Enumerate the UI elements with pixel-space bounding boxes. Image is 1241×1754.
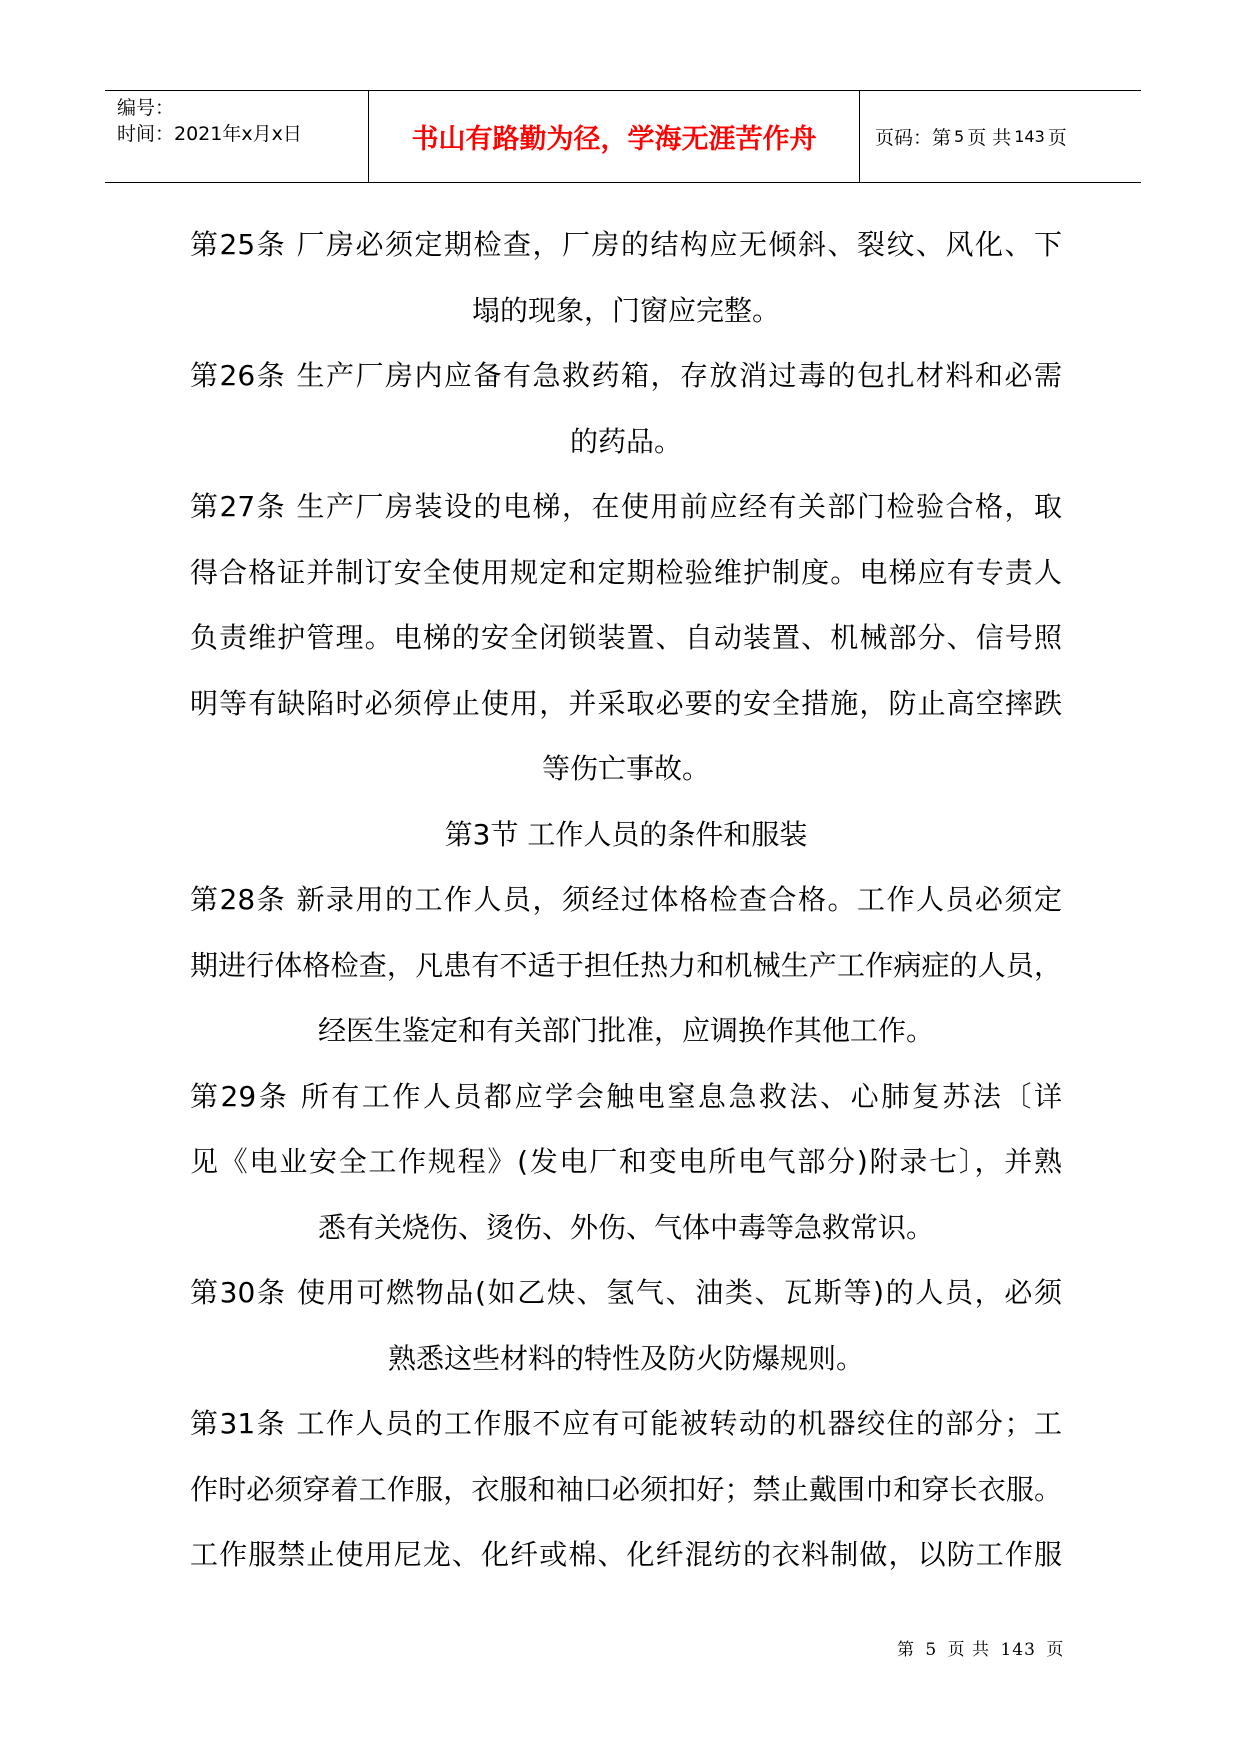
text-line: 悉有关烧伤、烫伤、外伤、气体中毒等急救常识。	[317, 1210, 934, 1244]
text-line: 第3节 工作人员的条件和服装	[444, 817, 808, 851]
page-footer	[895, 1635, 1066, 1660]
text-line: 塌的现象，门窗应完整。	[471, 293, 780, 327]
text-line: 见《电业安全工作规程》(发电厂和变电所电气部分)附录七〕，并熟	[190, 1145, 1062, 1178]
footer-total: 143	[1000, 1640, 1036, 1660]
text-line: 的药品。	[569, 424, 682, 458]
text-line: 负责维护管理。电梯的安全闭锁装置、自动装置、机械部分、信号照	[190, 621, 1062, 654]
text-line: 期进行体格检查，凡患有不适于担任热力和机械生产工作病症的人员，	[190, 948, 1062, 982]
text-line: 第28条 新录用的工作人员，须经过体格检查合格。工作人员必须定	[190, 883, 1062, 916]
document-body	[190, 212, 1062, 1588]
text-line: 第25条 厂房必须定期检查，厂房的结构应无倾斜、裂纹、风化、下	[190, 228, 1062, 261]
text-line: 经医生鉴定和有关部门批准，应调换作其他工作。	[317, 1014, 934, 1047]
page-prefix: 页码：第	[875, 127, 952, 149]
header-page-info	[875, 91, 1067, 182]
text-line: 第31条 工作人员的工作服不应有可能被转动的机器绞住的部分；工	[190, 1407, 1062, 1440]
text-line: 第27条 生产厂房装设的电梯，在使用前应经有关部门检验合格，取	[190, 490, 1062, 523]
footer-current: 5	[925, 1640, 938, 1660]
header-divider	[859, 91, 860, 182]
page-current: 5	[954, 127, 965, 146]
page-mid: 页 共	[967, 127, 1012, 149]
page-total: 143	[1014, 127, 1045, 146]
header-motto: 书山有路勤为径，学海无涯苦作舟	[411, 124, 817, 155]
text-line: 作时必须穿着工作服，衣服和袖口必须扣好；禁止戴围巾和穿长衣服。	[190, 1472, 1062, 1506]
time-label: 时间：2021年x月x日	[117, 123, 302, 145]
page-suffix: 页	[1047, 127, 1067, 149]
text-line: 工作服禁止使用尼龙、化纤或棉、化纤混纺的衣料制做，以防工作服	[190, 1538, 1062, 1571]
text-line: 第26条 生产厂房内应备有急救药箱，存放消过毒的包扎材料和必需	[190, 359, 1062, 392]
header-meta	[117, 95, 302, 147]
text-line: 得合格证并制订安全使用规定和定期检验维护制度。电梯应有专责人	[190, 555, 1062, 589]
text-line: 第29条 所有工作人员都应学会触电窒息急救法、心肺复苏法〔详	[190, 1079, 1062, 1113]
number-label: 编号：	[117, 97, 175, 119]
text-line: 熟悉这些材料的特性及防火防爆规则。	[387, 1341, 864, 1375]
footer-mid: 页 共	[947, 1640, 991, 1660]
footer-prefix: 第	[897, 1640, 915, 1660]
text-line: 明等有缺陷时必须停止使用，并采取必要的安全措施，防止高空摔跌	[190, 686, 1062, 720]
page-header	[105, 90, 1141, 183]
text-line: 等伤亡事故。	[541, 752, 710, 785]
footer-suffix: 页	[1046, 1640, 1065, 1660]
text-line: 第30条 使用可燃物品(如乙炔、氢气、油类、瓦斯等)的人员，必须	[190, 1276, 1062, 1309]
